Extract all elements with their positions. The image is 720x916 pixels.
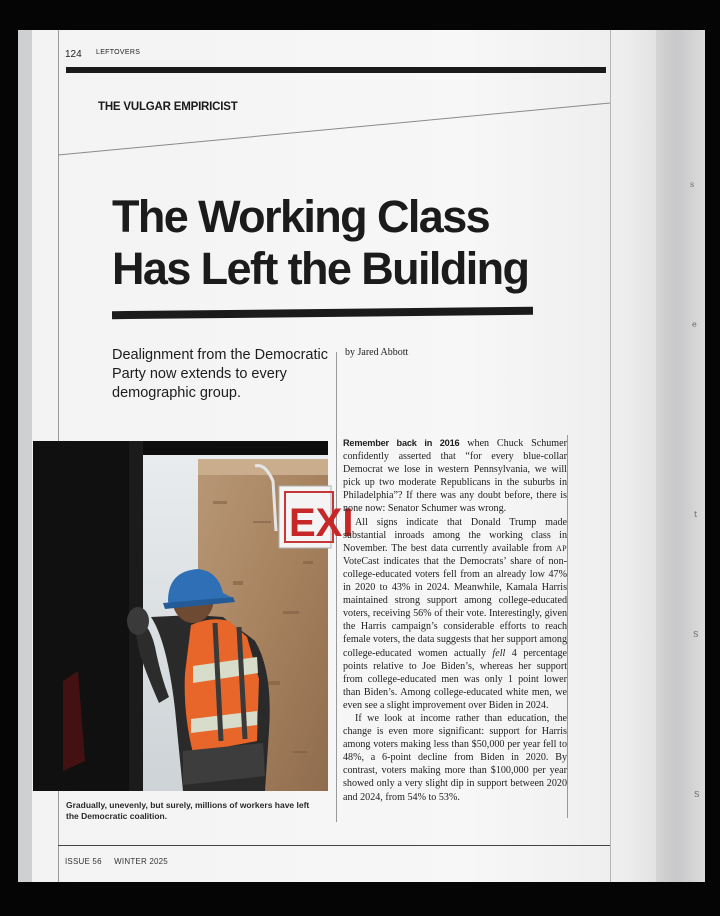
- emphasis-fell: fell: [492, 647, 506, 659]
- edge-glyph: S: [694, 790, 700, 799]
- headline-line-2: Has Left the Building: [112, 243, 529, 294]
- edge-glyph: e: [692, 320, 697, 329]
- page-footer: [65, 857, 178, 866]
- section-label: THE VULGAR EMPIRICIST: [98, 101, 238, 113]
- worker-doorway-illustration: [33, 441, 354, 791]
- body-paragraph-2-text-c: 4 percentage points relative to Joe Biden’s, whereas her support from college-educated men was only 1 point lower than Biden’s. Among college-educated white men, we even see a slight improvement over Biden in 2024.: [343, 647, 567, 711]
- body-paragraph-2-text-b: VoteCast indicates that the Democrats’ share of non-college-educated voters fell from an already low 47% in 2020 to 43% in 2024. Meanwhile, Kamala Harris maintained strong support among college-educated voters, receiving 56% of their vote. Interestingly, given the Harris campaign’s considerable efforts to reach female voters, the data suggests that her support among college-educated women actually: [343, 555, 567, 659]
- running-head: LEFTOVERS: [96, 49, 141, 56]
- top-bar: [66, 67, 606, 73]
- column-rule: [336, 352, 337, 822]
- edge-glyph: S: [693, 630, 699, 639]
- body-lead-in: Remember back in 2016: [343, 438, 460, 448]
- byline: by Jared Abbott: [345, 347, 409, 358]
- edge-glyph: s: [690, 180, 695, 189]
- exit-sign-text: EXI: [289, 501, 354, 545]
- body-paragraph-1-text: when Chuck Schumer confidently asserted that “for every blue-collar Democrat we lose in western Pennsylvania, we will pick up two moderate Republicans in the suburbs in Philadelphia”? If there was any doubt before, there is none now: Senator Schumer was wrong.: [343, 438, 567, 515]
- body-paragraph-2: [343, 516, 567, 712]
- dek: Dealignment from the Democratic Party now extends to every demographic group.: [112, 347, 328, 401]
- footer-rule: [58, 845, 610, 846]
- right-margin-rule: [610, 30, 611, 882]
- issue-number: ISSUE 56: [65, 857, 102, 866]
- photo-caption: Gradually, unevenly, but surely, millions of workers have left the Democratic coalition.: [66, 800, 310, 821]
- headline: [112, 191, 582, 295]
- edge-glyph: t: [694, 510, 698, 519]
- article-photo: [33, 441, 354, 791]
- body-paragraph-3: If we look at income rather than education, the change is even more significant: support for Harris among voters making less than $50,000 per year fell to 48%, a 6-point decline from Biden in 2020. By contrast, voters making more than $100,000 per year showed only a very slight dip in support between 2020 and 2024, from 54% to 53%.: [343, 712, 567, 803]
- headline-line-1: The Working Class: [112, 191, 490, 242]
- body-paragraph-1: [343, 437, 567, 516]
- magazine-page: [32, 30, 656, 882]
- body-paragraph-2-text-a: All signs indicate that Donald Trump made substantial inroads among the working class in November. The best data currently available from: [343, 516, 567, 554]
- issue-season: WINTER 2025: [114, 857, 168, 866]
- headline-underline: [112, 307, 533, 319]
- ap-abbreviation: AP: [555, 543, 567, 553]
- article-body: [343, 437, 567, 804]
- text-column-rule: [567, 435, 568, 818]
- page-number: 124: [65, 49, 82, 60]
